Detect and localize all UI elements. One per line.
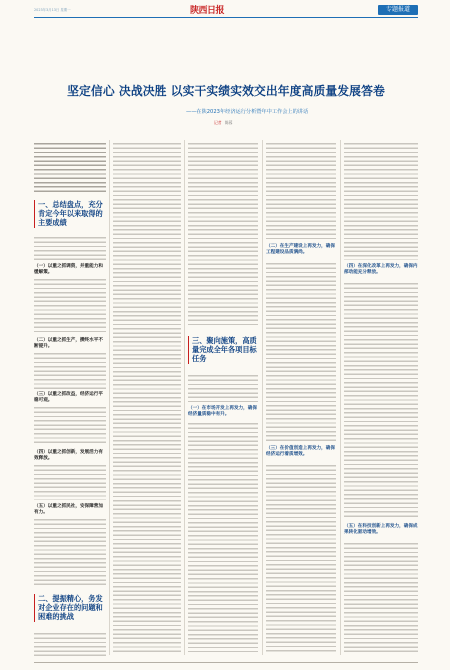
- section-tag: 专题报道: [378, 5, 418, 15]
- header-rule: [34, 17, 418, 18]
- subheading-3-2: （二）在生产建设上再发力，确保工程建设品质满尚。: [266, 244, 335, 256]
- subheading-1-2: （二）以重之抓生产，攒终水平不断提升。: [34, 338, 103, 350]
- issue-date: 2023年3月13日 星期一: [34, 8, 71, 12]
- subheading-1-1: （一）以重之抓调资，并重能力和缓解策。: [34, 264, 103, 276]
- subheading-3-1: （一）在市场开发上再发力，确保经济量质稳中有升。: [188, 406, 257, 418]
- body-text: [266, 142, 336, 242]
- body-text: [266, 262, 336, 442]
- body-text: [34, 518, 106, 588]
- body-text: [188, 142, 258, 328]
- byline-name: 陈蓉: [224, 120, 233, 125]
- article-subtitle: ——在陕2023年经济运行分析暨年中工作会上的讲话: [186, 109, 309, 115]
- footer-rule: [34, 662, 418, 663]
- subheading-3-5: （五）在科技创新上再发力，确保成果转化驱动增效。: [344, 524, 418, 536]
- byline-label: 记者: [214, 120, 222, 125]
- body-text: [34, 278, 106, 334]
- section-heading-1: 一、总结盘点，充分肯定今年以来取得的主要成绩: [34, 200, 106, 228]
- body-text: [188, 374, 258, 402]
- subheading-3-3: （三）在价值创造上再发力，确保经济运行着质增效。: [266, 446, 335, 458]
- body-text: [34, 236, 106, 262]
- body-text: [34, 352, 106, 390]
- body-text: [34, 406, 106, 446]
- newspaper-logo: 陕西日报: [190, 6, 225, 16]
- body-text: [34, 464, 106, 500]
- page-header: [0, 0, 450, 18]
- article-headline: 坚定信心 决战决胜 以实干实绩实效交出年度高质量发展答卷: [67, 84, 385, 98]
- body-text: [188, 422, 258, 652]
- body-text: [344, 542, 418, 652]
- subheading-1-5: （五）以重之抓民社，安保障营加有力。: [34, 504, 103, 516]
- byline: [214, 120, 232, 126]
- body-text: [344, 282, 418, 518]
- body-text: [266, 464, 336, 652]
- body-text: [113, 142, 181, 652]
- body-text: [344, 142, 418, 260]
- section-heading-3: 三、聚向施策，高质量完成全年各项目标任务: [188, 336, 260, 364]
- section-heading-2: 二、提振精心，务发对企业存在的问题和困难的挑战: [34, 594, 106, 622]
- body-text: [34, 632, 106, 658]
- subheading-1-3: （三）以重之抓改益，经济运行平稳可观。: [34, 392, 103, 404]
- subheading-3-4: （四）在深化改革上再发力，确保内部动能充分释放。: [344, 264, 418, 276]
- article-lead-text: [34, 142, 106, 194]
- subheading-1-4: （四）以重之抓创新，发展活力有效释放。: [34, 450, 103, 462]
